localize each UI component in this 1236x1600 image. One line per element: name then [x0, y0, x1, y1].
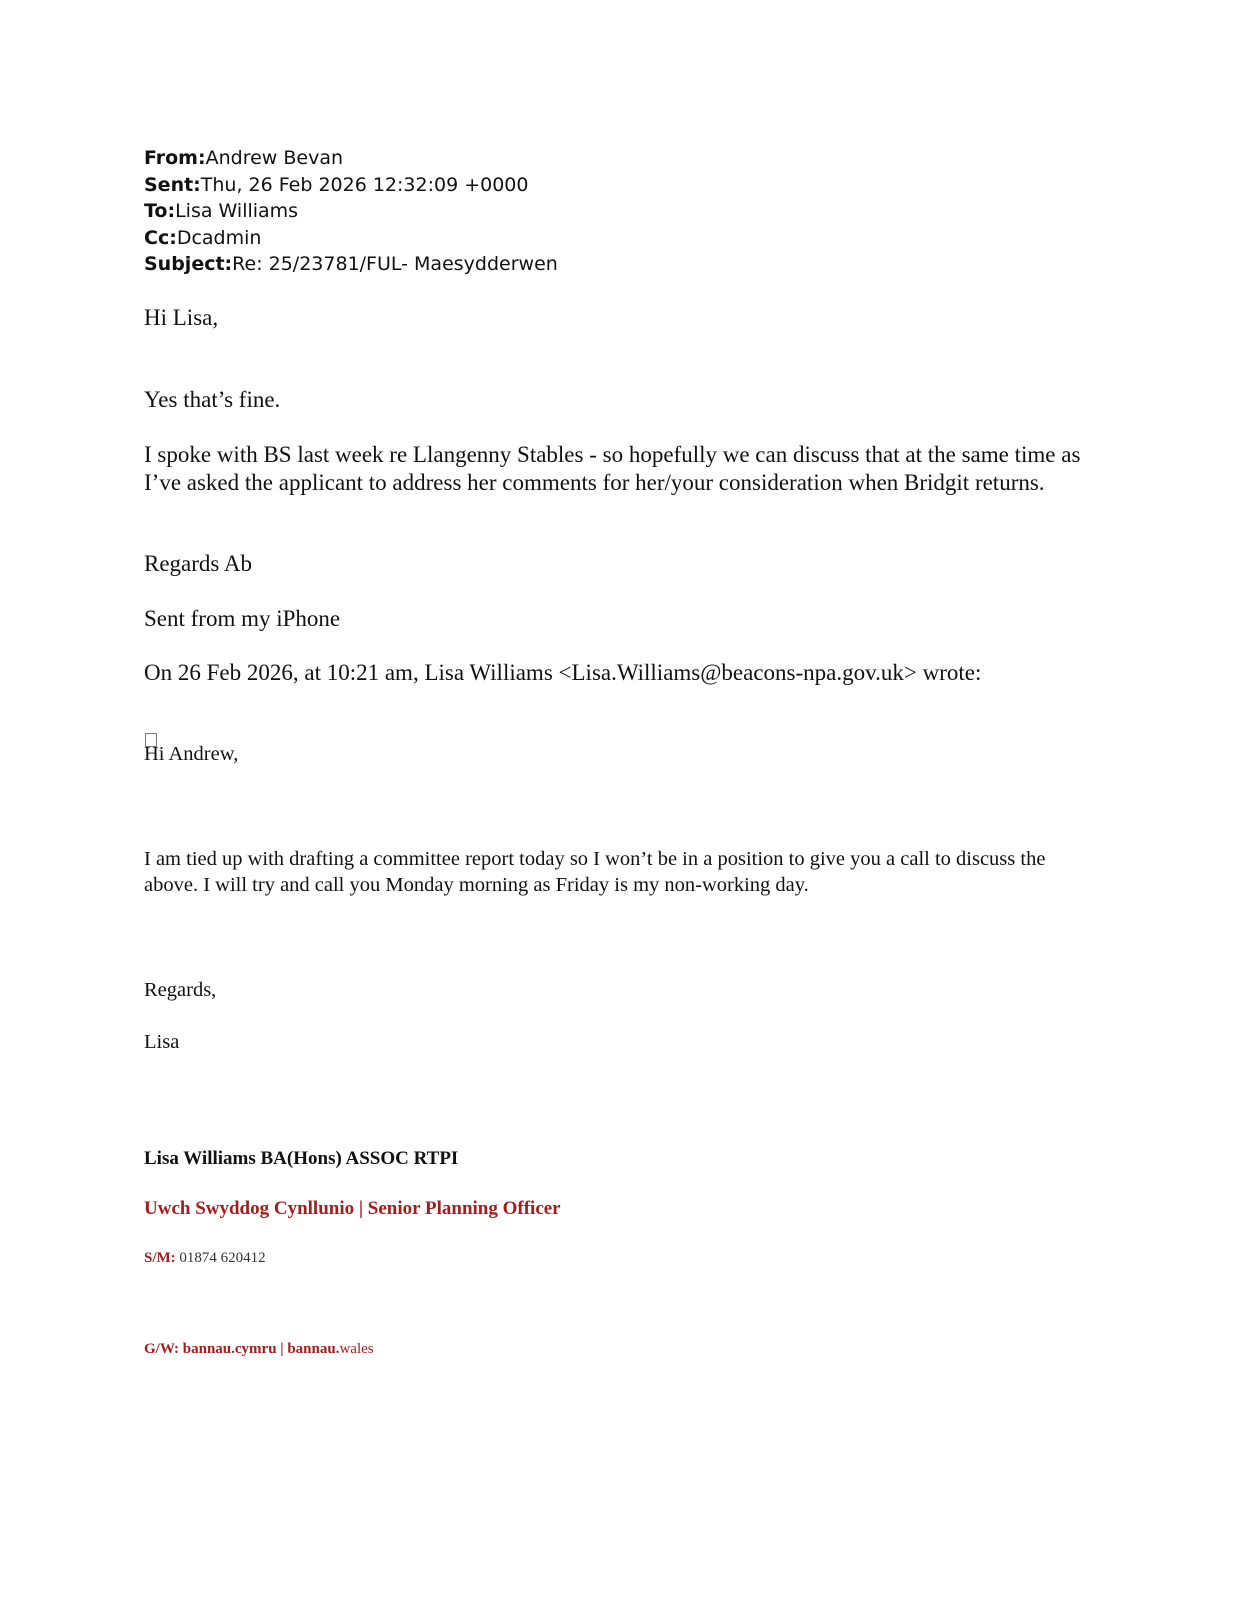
cc-value: Dcadmin — [176, 226, 262, 249]
email-header — [144, 145, 558, 278]
phone-label: S/M: — [144, 1250, 176, 1266]
subject-row — [144, 251, 558, 278]
signature-phone — [144, 1248, 266, 1268]
to-label: To: — [144, 200, 176, 222]
to-value: Lisa Williams — [175, 200, 299, 222]
sent-value: Thu, 26 Feb 2026 12:32:09 +0000 — [200, 173, 529, 196]
reply-signoff: Regards Ab — [144, 551, 252, 576]
original-regards: Regards, — [144, 979, 217, 1001]
reply-greeting: Hi Lisa, — [144, 305, 219, 330]
to-row — [144, 198, 558, 225]
web-link[interactable]: bannau.cymru | bannau. — [182, 1341, 340, 1357]
from-value: Andrew Bevan — [205, 147, 344, 169]
from-row — [144, 145, 558, 172]
original-greeting: Hi Andrew, — [144, 743, 239, 765]
subject-value: Re: 25/23781/FUL- Maesydderwen — [232, 253, 558, 275]
web-label: G/W: — [144, 1341, 180, 1357]
reply-line-1: Yes that’s fine. — [144, 387, 281, 412]
quote-intro: On 26 Feb 2026, at 10:21 am, Lisa Williams <Lisa.Williams@beacons-npa.gov.uk> wrote: — [144, 660, 982, 685]
from-label: From: — [144, 147, 206, 169]
original-paragraph: I am tied up with drafting a committee report today so I won’t be in a position to give you a call to discuss the above. I will try and call you Monday morning as Friday is my non-working day. — [144, 848, 1046, 896]
signature-name: Lisa Williams BA(Hons) ASSOC RTPI — [144, 1148, 459, 1169]
signature-web — [144, 1339, 374, 1359]
cc-row — [144, 225, 558, 252]
cc-label: Cc: — [144, 226, 177, 249]
signature-title: Uwch Swyddog Cynllunio | Senior Planning Officer — [144, 1198, 561, 1219]
sent-row — [144, 172, 558, 199]
subject-label: Subject: — [144, 253, 233, 275]
reply-device: Sent from my iPhone — [144, 606, 341, 631]
phone-value: 01874 620412 — [179, 1250, 266, 1266]
original-name: Lisa — [144, 1031, 180, 1053]
reply-paragraph: I spoke with BS last week re Llangenny Stables - so hopefully we can discuss that at the same time as I’ve asked the applicant to address her comments for her/your consideration when Bridgit returns. — [144, 442, 1081, 495]
sent-label: Sent: — [144, 173, 201, 196]
web-link-suffix[interactable]: wales — [339, 1341, 374, 1357]
